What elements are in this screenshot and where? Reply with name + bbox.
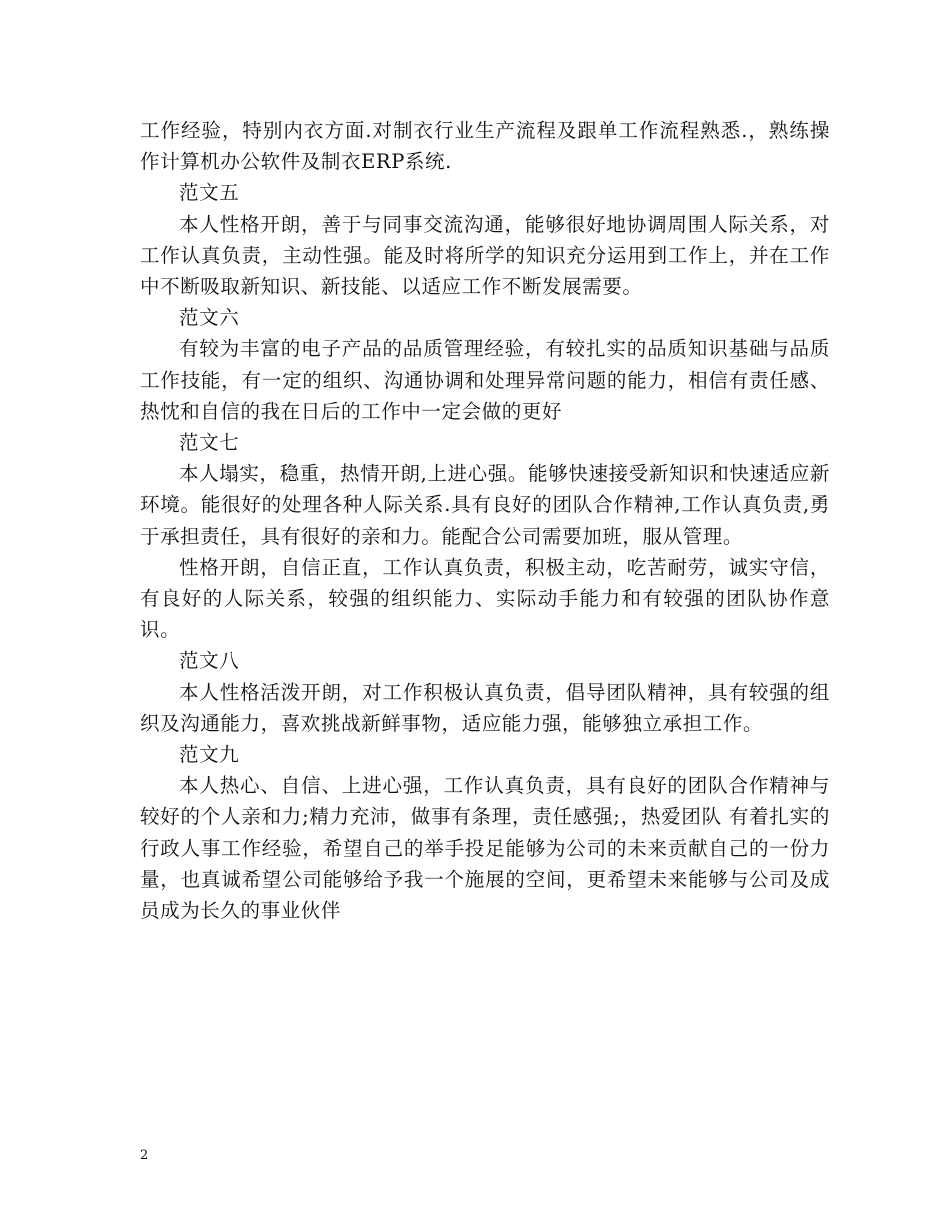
document-body (140, 115, 830, 926)
section-heading-8: 范文八 (179, 649, 240, 673)
page-number: 2 (140, 1148, 149, 1163)
section-heading-7: 范文七 (179, 431, 240, 455)
paragraph-sample-6: 有较为丰富的电子产品的品质管理经验，有较扎实的品质知识基础与品质工作技能，有一定的组织、沟通协调和处理异常问题的能力，相信有责任感、热忱和自信的我在日后的工作中一定会做的更好 (140, 337, 830, 423)
paragraph-sample-8: 本人性格活泼开朗，对工作积极认真负责，倡导团队精神，具有较强的组织及沟通能力，喜欢挑战新鲜事物，适应能力强，能够独立承担工作。 (140, 680, 830, 735)
paragraph-sample-5: 本人性格开朗，善于与同事交流沟通，能够很好地协调周围人际关系，对工作认真负责，主动性强。能及时将所学的知识充分运用到工作上，并在工作中不断吸取新知识、新技能、以适应工作不断发展需要。 (140, 212, 830, 299)
paragraph-sample-7b: 性格开朗，自信正直，工作认真负责，积极主动，吃苦耐劳，诚实守信，有良好的人际关系，较强的组织能力、实际动手能力和有较强的团队协作意识。 (140, 555, 830, 642)
paragraph-sample-7: 本人塌实，稳重，热情开朗,上进心强。能够快速接受新知识和快速适应新环境。能很好的处理各种人际关系.具有良好的团队合作精神,工作认真负责,勇于承担责任，具有很好的亲和力。能配合公司需要加班，服从管理。 (140, 462, 830, 548)
paragraph-continuation: 工作经验，特别内衣方面.对制衣行业生产流程及跟单工作流程熟悉.，熟练操作计算机办公软件及制衣ERP系统. (140, 119, 830, 174)
paragraph-sample-9: 本人热心、自信、上进心强，工作认真负责，具有良好的团队合作精神与较好的个人亲和力;精力充沛，做事有条理，责任感强;，热爱团队 有着扎实的行政人事工作经验，希望自己的举手投足能够为公司的未来贡献自己的一份力量，也真诚希望公司能够给予我一个施展的空间，更希望未来能够与公司及成员成为长久的事业伙伴 (140, 774, 830, 923)
section-heading-6: 范文六 (179, 306, 240, 330)
section-heading-5: 范文五 (179, 181, 240, 205)
section-heading-9: 范文九 (179, 743, 240, 767)
